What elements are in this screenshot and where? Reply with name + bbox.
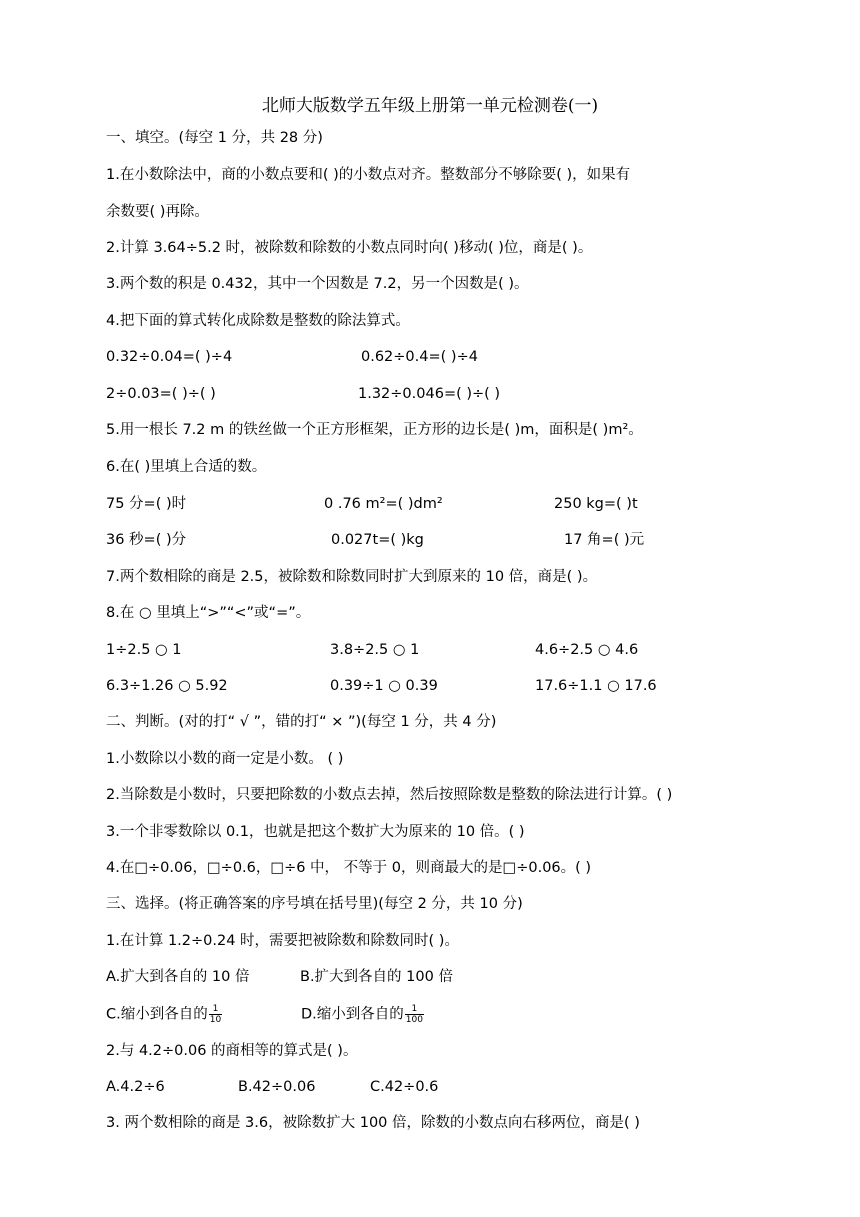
question-1-4-item-a: 0.32÷0.04=( )÷4 xyxy=(106,349,233,365)
question-1-1-line-2: 余数要( )再除。 xyxy=(106,204,209,220)
question-1-6-item-f: 17 角=( )元 xyxy=(564,532,645,548)
question-2-4: 4.在□÷0.06，□÷0.6，□÷6 中， 不等于 0，则商最大的是□÷0.06。( ) xyxy=(106,860,592,876)
fraction-one-hundredth xyxy=(405,1004,424,1025)
question-3-1-option-a: A.扩大到各自的 10 倍 xyxy=(106,969,250,985)
question-1-8-item-b: 3.8÷2.5 ○ 1 xyxy=(330,642,420,658)
question-1-6-item-b: 0 .76 m²=( )dm² xyxy=(324,496,443,512)
section-1-heading: 一、填空。(每空 1 分，共 28 分) xyxy=(106,130,323,146)
option-d-text: D.缩小到各自的 xyxy=(301,1006,404,1023)
question-1-8-item-f: 17.6÷1.1 ○ 17.6 xyxy=(535,678,657,694)
question-3-2-option-c: C.42÷0.6 xyxy=(370,1079,439,1095)
question-1-6-item-d: 36 秒=( )分 xyxy=(106,532,187,548)
exam-title: 北师大版数学五年级上册第一单元检测卷(一) xyxy=(261,96,599,116)
question-3-3: 3. 两个数相除的商是 3.6，被除数扩大 100 倍，除数的小数点向右移两位，商是( ) xyxy=(106,1115,640,1131)
question-1-4-item-d: 1.32÷0.046=( )÷( ) xyxy=(358,386,501,402)
question-3-1-option-b: B.扩大到各自的 100 倍 xyxy=(300,969,453,985)
question-1-8-item-a: 1÷2.5 ○ 1 xyxy=(106,642,182,658)
question-1-7: 7.两个数相除的商是 2.5，被除数和除数同时扩大到原来的 10 倍，商是( )。 xyxy=(106,569,598,585)
question-1-4-item-b: 0.62÷0.4=( )÷4 xyxy=(361,349,478,365)
fraction-denominator: 10 xyxy=(209,1015,222,1025)
option-c-text: C.缩小到各自的 xyxy=(106,1006,208,1023)
question-1-6-item-e: 0.027t=( )kg xyxy=(331,532,424,548)
question-3-1-option-c xyxy=(106,1004,222,1025)
question-1-2: 2.计算 3.64÷5.2 时，被除数和除数的小数点同时向( )移动( )位，商是( )。 xyxy=(106,240,593,256)
question-2-1: 1.小数除以小数的商一定是小数。 ( ) xyxy=(106,751,344,767)
section-2-heading: 二、判断。(对的打“ √ ”，错的打“ × ”)(每空 1 分，共 4 分) xyxy=(106,714,497,730)
fraction-one-tenth xyxy=(209,1004,222,1025)
question-3-2-option-b: B.42÷0.06 xyxy=(238,1079,316,1095)
question-1-8-item-e: 0.39÷1 ○ 0.39 xyxy=(330,678,438,694)
question-3-1: 1.在计算 1.2÷0.24 时，需要把被除数和除数同时( )。 xyxy=(106,933,459,949)
section-3-heading: 三、选择。(将正确答案的序号填在括号里)(每空 2 分，共 10 分) xyxy=(106,896,523,912)
question-1-6: 6.在( )里填上合适的数。 xyxy=(106,459,267,475)
question-1-4-item-c: 2÷0.03=( )÷( ) xyxy=(106,386,216,402)
question-1-5: 5.用一根长 7.2 m 的铁丝做一个正方形框架，正方形的边长是( )m，面积是( )m²。 xyxy=(106,422,643,438)
question-3-2-option-a: A.4.2÷6 xyxy=(106,1079,165,1095)
fraction-numerator: 1 xyxy=(405,1004,424,1015)
question-2-3: 3.一个非零数除以 0.1，也就是把这个数扩大为原来的 10 倍。( ) xyxy=(106,824,525,840)
question-2-2: 2.当除数是小数时，只要把除数的小数点去掉，然后按照除数是整数的除法进行计算。( ) xyxy=(106,787,673,803)
question-1-8-item-c: 4.6÷2.5 ○ 4.6 xyxy=(535,642,639,658)
question-1-6-item-c: 250 kg=( )t xyxy=(554,496,638,512)
question-3-1-option-d xyxy=(301,1004,424,1025)
question-1-8: 8.在 ○ 里填上“>”“<”或“=”。 xyxy=(106,605,311,621)
question-1-6-item-a: 75 分=( )时 xyxy=(106,496,187,512)
question-1-8-item-d: 6.3÷1.26 ○ 5.92 xyxy=(106,678,228,694)
question-1-3: 3.两个数的积是 0.432，其中一个因数是 7.2，另一个因数是( )。 xyxy=(106,276,529,292)
question-1-4: 4.把下面的算式转化成除数是整数的除法算式。 xyxy=(106,313,410,329)
fraction-numerator: 1 xyxy=(209,1004,222,1015)
fraction-denominator: 100 xyxy=(405,1015,423,1025)
question-3-2: 2.与 4.2÷0.06 的商相等的算式是( )。 xyxy=(106,1043,358,1059)
question-1-1-line-1: 1.在小数除法中，商的小数点要和( )的小数点对齐。整数部分不够除要( )，如果有 xyxy=(106,167,631,183)
